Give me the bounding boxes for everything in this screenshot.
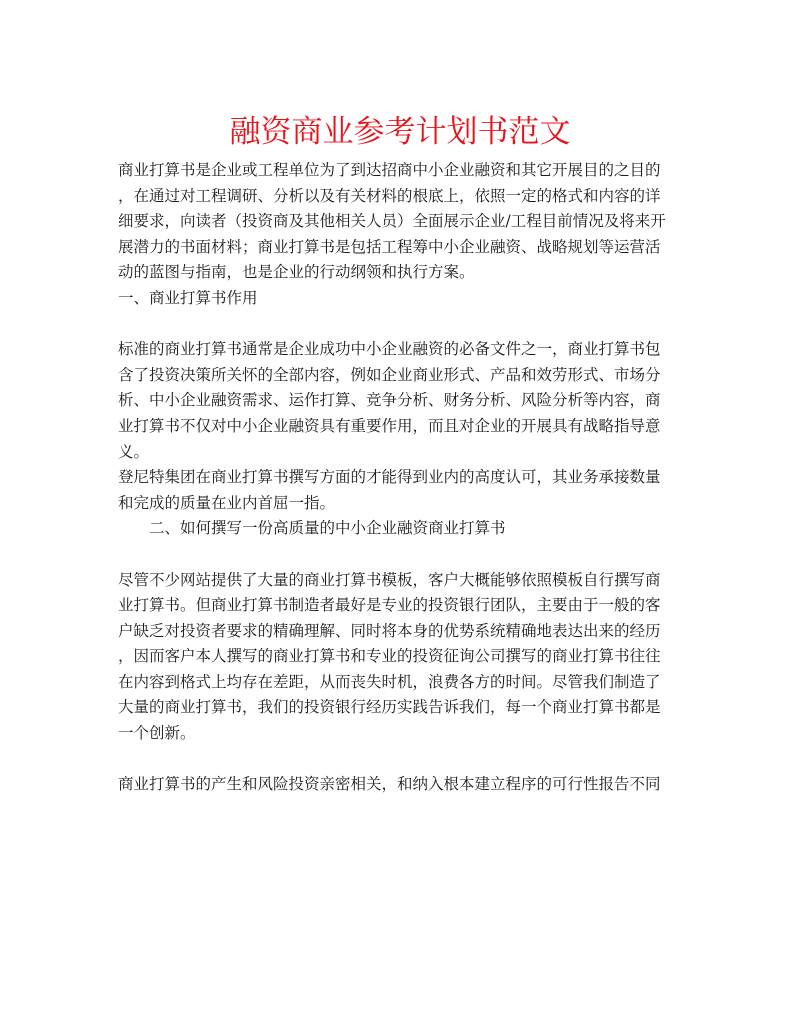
section2-paragraph	[118, 772, 683, 798]
text-line: 户缺乏对投资者要求的精确理解、同时将本身的优势系统精确地表达出来的经历	[118, 621, 661, 640]
section-heading: 一、商业打算书作用	[118, 288, 258, 307]
text-line: 义。	[118, 442, 150, 461]
text-line: 商业打算书的产生和风险投资亲密相关，和纳入根本建立程序的可行性报告不同	[118, 775, 661, 794]
text-line: 业打算书。但商业打算书制造者最好是专业的投资银行团队，主要由于一般的客	[118, 596, 661, 615]
text-line: 标准的商业打算书通常是企业成功中小企业融资的必备文件之一，商业打算书包	[118, 340, 661, 359]
document-body	[118, 158, 683, 798]
section1-paragraph	[118, 337, 683, 465]
section1-paragraph	[118, 465, 683, 516]
section2-paragraph	[118, 568, 683, 747]
text-line: ，在通过对工程调研、分析以及有关材料的根底上，依照一定的格式和内容的详	[118, 186, 661, 205]
text-line: 尽管不少网站提供了大量的商业打算书模板，客户大概能够依照模板自行撰写商	[118, 570, 661, 589]
intro-paragraph	[118, 158, 683, 286]
text-line: 细要求，向读者（投资商及其他相关人员）全面展示企业/工程目前情况及将来开	[118, 212, 666, 231]
text-line: 大量的商业打算书，我们的投资银行经历实践告诉我们，每一个商业打算书都是	[118, 698, 661, 717]
blank-line	[118, 312, 683, 338]
text-line: 动的蓝图与指南，也是企业的行动纲领和执行方案。	[118, 263, 475, 282]
text-line: 在内容到格式上均存在差距，从而丧失时机，浪费各方的时间。尽管我们制造了	[118, 672, 661, 691]
text-line: 登尼特集团在商业打算书撰写方面的才能得到业内的高度认可，其业务承接数量	[118, 468, 661, 487]
text-line: 一个创新。	[118, 724, 196, 743]
text-line: 含了投资决策所关怀的全部内容，例如企业商业形式、产品和效劳形式、市场分	[118, 365, 661, 384]
text-line: 商业打算书是企业或工程单位为了到达招商中小企业融资和其它开展目的之目的	[118, 161, 661, 179]
section-heading: 二、如何撰写一份高质量的中小企业融资商业打算书	[149, 519, 506, 538]
text-line: 和完成的质量在业内首屈一指。	[118, 493, 336, 512]
text-line: 展潜力的书面材料；商业打算书是包括工程筹中小企业融资、战略规划等运营活	[118, 237, 661, 256]
text-line: 析、中小企业融资需求、运作打算、竞争分析、财务分析、风险分析等内容，商	[118, 391, 661, 410]
document-title: 融资商业参考计划书范文	[229, 114, 571, 150]
text-line: ，因而客户本人撰写的商业打算书和专业的投资征询公司撰写的商业打算书往往	[118, 647, 661, 666]
blank-line	[118, 747, 683, 773]
text-line: 业打算书不仅对中小企业融资具有重要作用，而且对企业的开展具有战略指导意	[118, 416, 661, 435]
blank-line	[118, 542, 683, 568]
